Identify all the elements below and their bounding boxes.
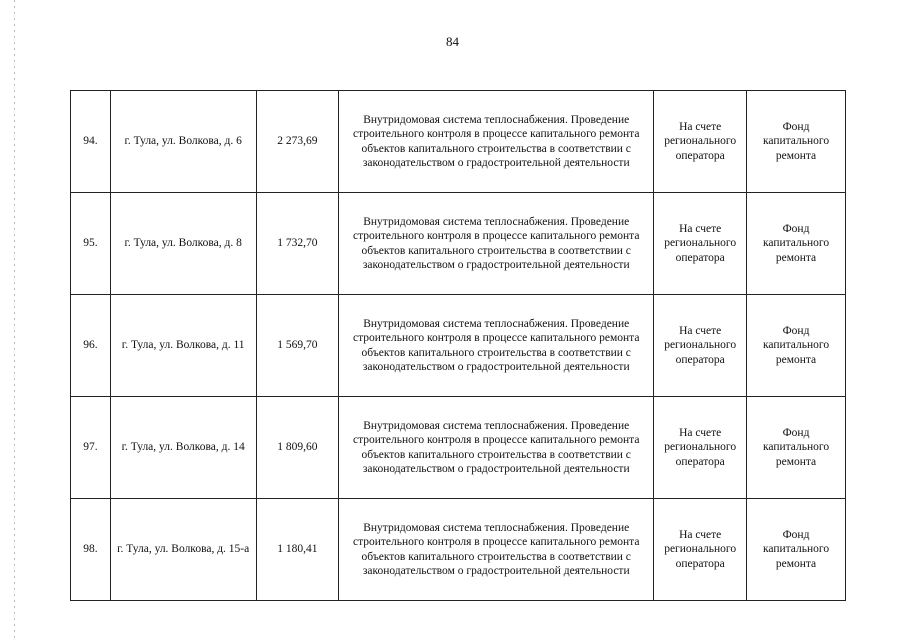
work-description-cell: Внутридомовая система теплоснабжения. Проведение строительного контроля в процессе капитального ремонта объектов капитального строительства в соответствии с законодательством о градостроительной деятельности	[339, 499, 654, 601]
table-row	[71, 499, 846, 601]
row-number: 94.	[71, 91, 111, 193]
address-cell: г. Тула, ул. Волкова, д. 15-а	[110, 499, 256, 601]
account-cell: На счете регионального оператора	[654, 193, 747, 295]
funding-source-cell: Фонд капитального ремонта	[747, 295, 846, 397]
account-cell: На счете регионального оператора	[654, 91, 747, 193]
address-cell: г. Тула, ул. Волкова, д. 8	[110, 193, 256, 295]
cost-cell: 1 569,70	[256, 295, 339, 397]
work-description-cell: Внутридомовая система теплоснабжения. Проведение строительного контроля в процессе капитального ремонта объектов капитального строительства в соответствии с законодательством о градостроительной деятельности	[339, 397, 654, 499]
row-number: 96.	[71, 295, 111, 397]
row-number: 98.	[71, 499, 111, 601]
address-cell: г. Тула, ул. Волкова, д. 11	[110, 295, 256, 397]
account-cell: На счете регионального оператора	[654, 397, 747, 499]
funding-source-cell: Фонд капитального ремонта	[747, 499, 846, 601]
cost-cell: 1 809,60	[256, 397, 339, 499]
cost-cell: 1 732,70	[256, 193, 339, 295]
work-description-cell: Внутридомовая система теплоснабжения. Проведение строительного контроля в процессе капитального ремонта объектов капитального строительства в соответствии с законодательством о градостроительной деятельности	[339, 91, 654, 193]
cost-cell: 2 273,69	[256, 91, 339, 193]
page-number: 84	[446, 34, 459, 49]
account-cell: На счете регионального оператора	[654, 295, 747, 397]
funding-source-cell: Фонд капитального ремонта	[747, 193, 846, 295]
table-row	[71, 397, 846, 499]
address-cell: г. Тула, ул. Волкова, д. 6	[110, 91, 256, 193]
scan-edge-artifact	[14, 0, 15, 640]
table-row	[71, 193, 846, 295]
funding-source-cell: Фонд капитального ремонта	[747, 91, 846, 193]
work-description-cell: Внутридомовая система теплоснабжения. Проведение строительного контроля в процессе капитального ремонта объектов капитального строительства в соответствии с законодательством о градостроительной деятельности	[339, 193, 654, 295]
cost-cell: 1 180,41	[256, 499, 339, 601]
row-number: 97.	[71, 397, 111, 499]
address-cell: г. Тула, ул. Волкова, д. 14	[110, 397, 256, 499]
table-row	[71, 91, 846, 193]
table-row	[71, 295, 846, 397]
work-description-cell: Внутридомовая система теплоснабжения. Проведение строительного контроля в процессе капитального ремонта объектов капитального строительства в соответствии с законодательством о градостроительной деятельности	[339, 295, 654, 397]
funding-source-cell: Фонд капитального ремонта	[747, 397, 846, 499]
repair-works-table	[70, 90, 846, 601]
account-cell: На счете регионального оператора	[654, 499, 747, 601]
row-number: 95.	[71, 193, 111, 295]
